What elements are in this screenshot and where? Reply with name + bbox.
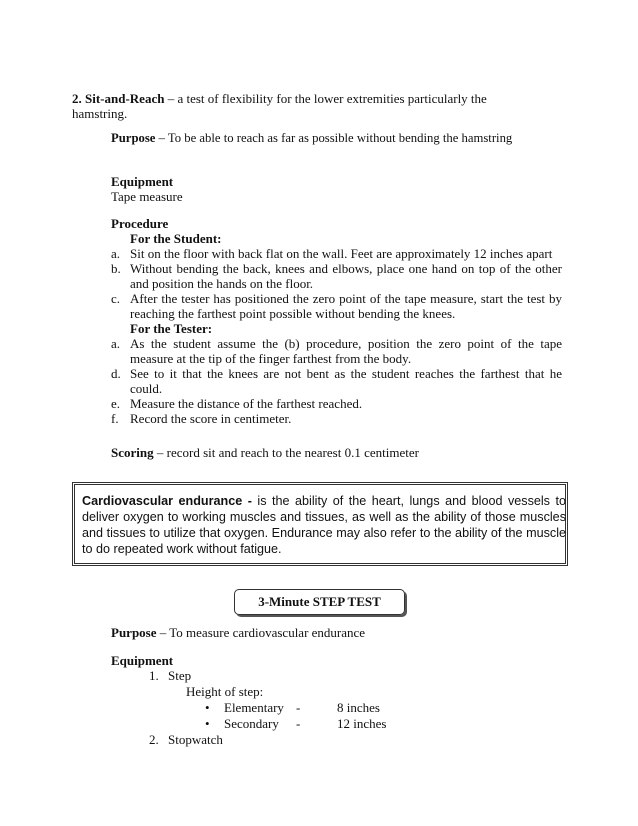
height-label: Height of step:: [186, 684, 264, 699]
list-text: Sit on the floor with back flat on the wall. Feet are approximately 12 inches apart: [130, 246, 553, 261]
height-dash: -: [296, 700, 301, 715]
step-test-equipment-label: Equipment: [111, 653, 174, 668]
list-item: [111, 411, 562, 426]
height-value: 12 inches: [337, 716, 387, 731]
height-dash: -: [296, 716, 301, 731]
cardio-term: Cardiovascular endurance -: [82, 494, 252, 508]
list-text: Measure the distance of the farthest reached.: [130, 396, 363, 411]
height-level: Elementary: [224, 700, 284, 715]
sit-reach-purpose: [111, 131, 512, 146]
sit-reach-heading: [72, 91, 562, 106]
list-text: As the student assume the (b) procedure, position the zero point of the tape measure at the tip of the finger farthest from the body.: [130, 336, 562, 366]
list-text: After the tester has positioned the zero point of the tape measure, start the test by reaching the farthest point possible without bending the knees.: [130, 291, 562, 321]
height-value: 8 inches: [337, 700, 380, 715]
list-text: Without bending the back, knees and elbows, place one hand on top of the other and position the hands on the floor.: [130, 261, 562, 291]
list-marker: a.: [111, 336, 121, 351]
step-test-title: 3-Minute STEP TEST: [234, 589, 405, 615]
equipment-item-text: Stopwatch: [168, 732, 223, 747]
heading-number: 2.: [72, 91, 82, 106]
list-item: [111, 246, 562, 261]
cardio-definition-box: [72, 482, 568, 566]
bullet-icon: •: [205, 700, 210, 715]
height-level: Secondary: [224, 716, 279, 731]
purpose-label: Purpose: [111, 131, 156, 145]
list-marker: a.: [111, 246, 121, 261]
list-marker: d.: [111, 366, 121, 381]
procedure-list: [111, 231, 562, 426]
list-text: See to it that the knees are not bent as the student reaches the farthest that he could.: [130, 366, 562, 396]
student-label: For the Student:: [130, 231, 222, 246]
list-item: [111, 396, 562, 411]
equipment-item-marker: 1.: [149, 668, 159, 683]
list-item: [111, 336, 562, 366]
procedure-label: Procedure: [111, 216, 169, 231]
bullet-icon: •: [205, 716, 210, 731]
list-marker: c.: [111, 291, 121, 306]
sit-reach-equipment-label: Equipment: [111, 174, 174, 189]
equipment-item-marker: 2.: [149, 732, 159, 747]
list-marker: e.: [111, 396, 121, 411]
heading-continuation: hamstring.: [72, 106, 128, 121]
purpose-text: – To measure cardiovascular endurance: [156, 625, 366, 640]
list-marker: b.: [111, 261, 121, 276]
list-item: [111, 261, 562, 291]
heading-description: – a test of flexibility for the lower extremities particularly the: [164, 91, 487, 106]
scoring-text: – record sit and reach to the nearest 0.1 centimeter: [153, 445, 419, 460]
step-test-purpose: [111, 625, 365, 640]
tester-label: For the Tester:: [130, 321, 213, 336]
equipment-item-text: Step: [168, 668, 192, 683]
scoring: [111, 445, 419, 460]
list-marker: f.: [111, 411, 119, 426]
list-text: Record the score in centimeter.: [130, 411, 292, 426]
list-item: [111, 291, 562, 321]
list-item: [111, 366, 562, 396]
cardio-definition: [82, 493, 566, 557]
heading-title: Sit-and-Reach: [85, 91, 165, 106]
purpose-text: – To be able to reach as far as possible without bending the hamstring: [155, 131, 513, 145]
sit-reach-equipment-text: Tape measure: [111, 189, 183, 204]
cardio-text: is the ability of the heart, lungs and blood vessels to deliver oxygen to working muscles and tissues, as well as the ability of those muscles and tissues to utilize that oxygen. Endurance may also refer to the ability of the muscle to do repeated work without fatigue.: [82, 494, 566, 556]
purpose-label: Purpose: [111, 625, 157, 640]
scoring-label: Scoring: [111, 445, 154, 460]
